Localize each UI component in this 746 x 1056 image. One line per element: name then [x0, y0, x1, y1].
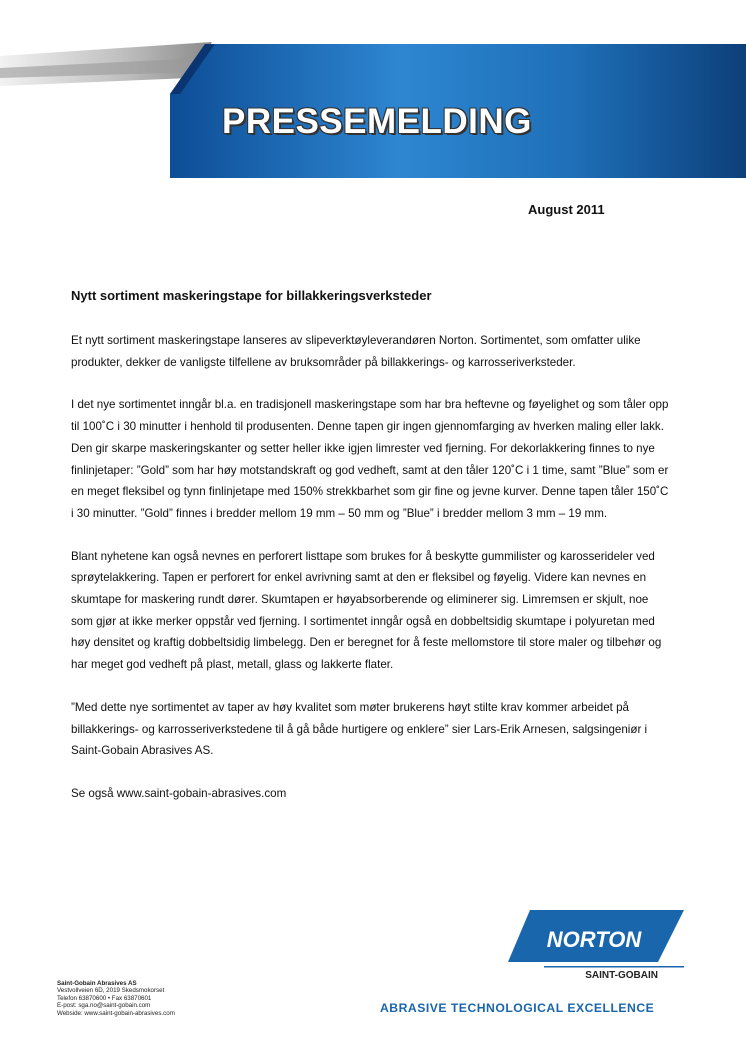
article-body — [71, 288, 671, 826]
paragraph-quote: ”Med dette nye sortimentet av taper av høy kvalitet som møter brukerens høyt stilte krav kommer arbeidet på billakkerings- og karrosseriverkstedene til å gå både hurtigere og enklere” sier Lars-Erik Arnesen, salgsingeniør i Saint-Gobain Abrasives AS. — [71, 700, 648, 758]
paragraph-intro: Et nytt sortiment maskeringstape lanseres av slipeverktøyleverandøren Norton. Sortimentet, som omfatter ulike produkter, dekker de vanligste tilfellene av bruksområder på billakkerings- og karrosseriverksteder. — [71, 334, 641, 369]
company-phone: Telefon 63870600 • Fax 63870601 — [57, 994, 152, 1002]
company-name: Saint-Gobain Abrasives AS — [57, 980, 137, 987]
logo-sub-text: SAINT-GOBAIN — [585, 970, 658, 981]
article-headline: Nytt sortiment maskeringstape for billakkeringsverksteder — [71, 288, 432, 303]
page-title: PRESSEMELDING — [222, 102, 532, 141]
paragraph-website: Se også www.saint-gobain-abrasives.com — [71, 786, 287, 800]
company-email: E-post: sga.no@saint-gobain.com — [57, 1002, 151, 1010]
brand-tagline: ABRASIVE TECHNOLOGICAL EXCELLENCE — [380, 1001, 655, 1015]
norton-logo — [508, 910, 684, 982]
logo-brand-text: NORTON — [546, 927, 642, 952]
company-info — [57, 980, 175, 1017]
paragraph-news: Blant nyhetene kan også nevnes en perforert listtape som brukes for å beskytte gummilister og karosserideler ved sprøytelakkering. Tapen er perforert for enkel avrivning samt at den er fleksibel og føyelig. Videre kan nevnes en skumtape for maskering rundt dører. Skumtapen er høyabsorberende og eliminerer sig. Limremsen er skjult, noe som gjør at ikke merker oppstår ved fjerning. I sortimentet inngår også en dobbeltsidig skumtape i polyuretan med høy densitet og kraftig dobbeltsidig limbelegg. Den er beregnet for å feste mellomstore til store maler og tilbehør og har meget god vedheft på plast, metall, glass og lakkerte flater. — [71, 549, 662, 672]
company-address: Vestvollveien 6D, 2019 Skedsmokorset — [57, 987, 165, 995]
release-date: August 2011 — [528, 202, 605, 217]
company-website: Webside: www.saint-gobain-abrasives.com — [57, 1009, 175, 1017]
paragraph-products: I det nye sortimentet inngår bl.a. en tradisjonell maskeringstape som har bra heftevne og føyelighet og som tåler opp til 100˚C i 30 minutter i henhold til produsenten. Denne tapen gir ingen gjennomfarging av hverken maling eller lakk. Den gir skarpe maskeringskanter og setter heller ikke igjen limrester ved fjerning. For dekorlakkering finnes to nye finlinjetaper: ”Gold” som har høy motstandskraft og god vedheft, samt at den tåler 120˚C i 1 time, samt ”Blue” som er en meget fleksibel og tynn finlinjetape med 150% strekkbarhet som gir fine og jevne kurver. Denne tapen tåler 150˚C i 30 minutter. ”Gold” finnes i bredder mellom 19 mm – 50 mm og ”Blue” i bredder mellom 3 mm – 19 mm. — [71, 398, 669, 520]
